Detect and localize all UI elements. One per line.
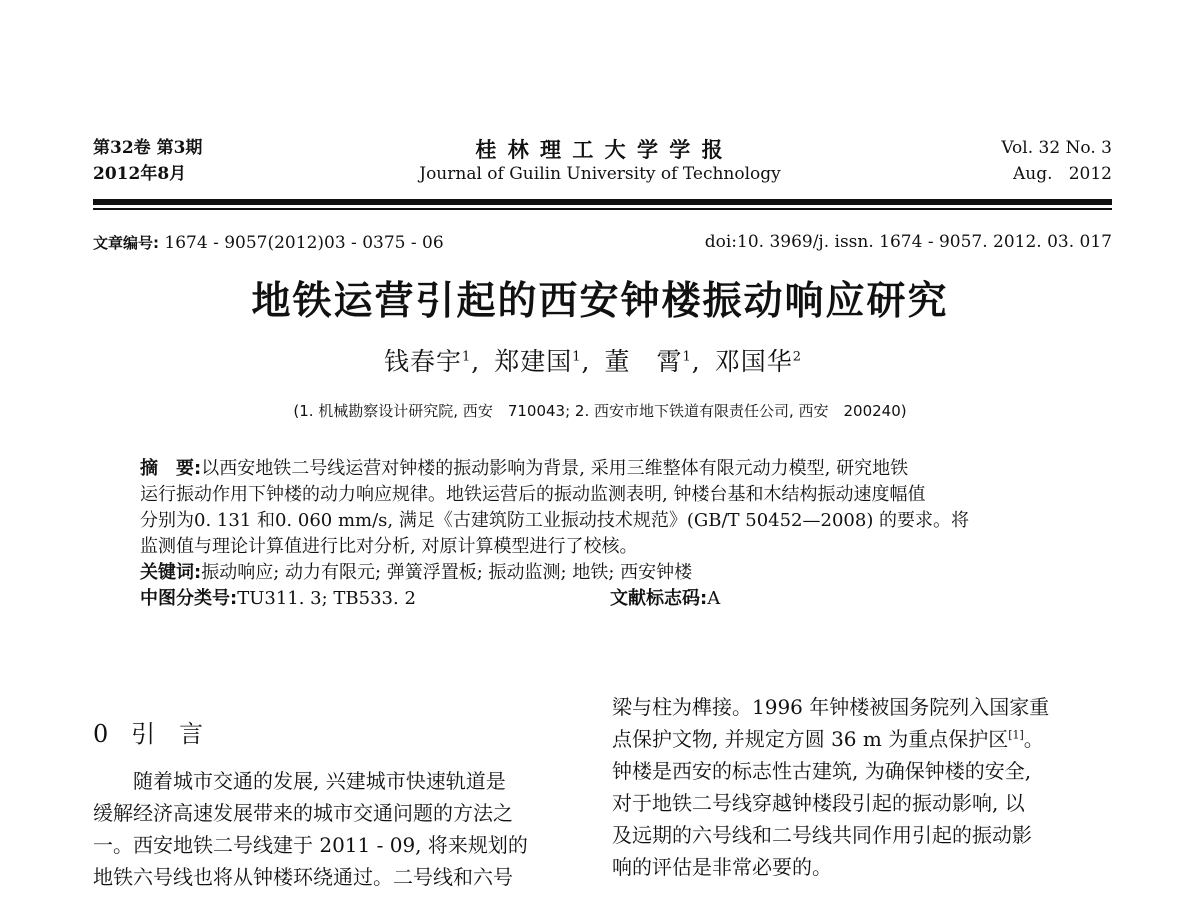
publication-date-en — [1013, 163, 1112, 185]
keywords-label: 关键词: — [140, 562, 202, 583]
author-separator: , — [581, 347, 591, 376]
keywords-value: 振动响应; 动力有限元; 弹簧浮置板; 振动监测; 地铁; 西安钟楼 — [201, 562, 693, 583]
author-affiliation-mark: 2 — [792, 349, 803, 365]
author-affiliation-mark: 1 — [461, 349, 472, 365]
right-line-3: 钟楼是西安的标志性古建筑, 为确保钟楼的安全, — [612, 759, 1032, 783]
section-heading — [93, 714, 203, 749]
author: 郑建国 — [494, 347, 573, 376]
doc-code-label: 文献标志码: — [610, 588, 708, 609]
right-line-2-text: 点保护文物, 并规定方圆 36 m 为重点保护区 — [612, 727, 1009, 751]
clc-label: 中图分类号: — [140, 588, 238, 609]
author: 邓国华 — [714, 347, 793, 376]
left-line-1: 随着城市交通的发展, 兴建城市快速轨道是 — [93, 769, 506, 793]
doc-code-value: A — [707, 588, 721, 609]
left-line-4: 地铁六号线也将从钟楼环绕通过。二号线和六号 — [93, 865, 513, 889]
header-rule-thick — [93, 199, 1112, 205]
article-id-value: 1674 - 9057(2012)03 - 0375 - 06 — [164, 233, 444, 253]
affiliations: (1. 机械勘察设计研究院, 西安 710043; 2. 西安市地下铁道有限责任公司, 西安 200240) — [293, 402, 907, 420]
right-column — [612, 692, 1049, 884]
right-line-2 — [612, 724, 1049, 756]
author-separator: , — [691, 347, 701, 376]
abstract-line-4: 监测值与理论计算值进行比对分析, 对原计算模型进行了校核。 — [140, 536, 638, 557]
keywords — [140, 560, 1070, 586]
left-line-3: 一。西安地铁二号线建于 2011 - 09, 将来规划的 — [93, 833, 528, 857]
abstract — [140, 456, 1070, 612]
date-en-month: Aug. — [1013, 164, 1053, 184]
journal-title-en: Journal of Guilin University of Technology — [419, 164, 781, 184]
author-affiliation-mark: 1 — [682, 349, 692, 365]
right-line-5: 及远期的六号线和二号线共同作用引起的振动影 — [612, 823, 1032, 847]
paper-title: 地铁运营引起的西安钟楼振动响应研究 — [251, 279, 949, 324]
author-list — [0, 342, 1200, 378]
author: 钱春宇 — [383, 347, 462, 376]
author-affiliation-mark: 1 — [572, 349, 582, 365]
journal-title-cn: 桂 林 理 工 大 学 学 报 — [475, 137, 725, 162]
left-line-2: 缓解经济高速发展带来的城市交通问题的方法之 — [93, 801, 513, 825]
doi: doi:10. 3969/j. issn. 1674 - 9057. 2012. 03. 017 — [704, 232, 1112, 252]
publication-date-cn: 2012年8月 — [93, 164, 187, 184]
clc-value: TU311. 3; TB533. 2 — [237, 588, 416, 609]
date-en-year: 2012 — [1068, 164, 1112, 184]
article-id-label: 文章编号: — [93, 234, 159, 252]
right-line-2-end: 。 — [1023, 727, 1044, 751]
abstract-line-2: 运行振动作用下钟楼的动力响应规律。地铁运营后的振动监测表明, 钟楼台基和木结构振动速度幅值 — [140, 484, 926, 505]
abstract-line-3: 分别为0. 131 和0. 060 mm/s, 满足《古建筑防工业振动技术规范》(GB/T 50452—2008) 的要求。将 — [140, 510, 970, 531]
abstract-label: 摘 要: — [140, 458, 202, 479]
classification — [140, 586, 1070, 612]
citation-ref[interactable]: [1] — [1008, 728, 1024, 742]
right-line-6: 响的评估是非常必要的。 — [612, 855, 832, 879]
author: 董 霄 — [604, 347, 683, 376]
volume-issue: 第32卷 第3期 — [93, 138, 203, 158]
left-column — [93, 766, 528, 894]
author-separator: , — [471, 347, 481, 376]
abstract-line-1 — [140, 456, 1070, 482]
volume-en: Vol. 32 No. 3 — [1001, 138, 1112, 158]
article-id — [93, 232, 444, 253]
right-line-1: 梁与柱为榫接。1996 年钟楼被国务院列入国家重 — [612, 695, 1050, 719]
header-rule-thin — [93, 208, 1112, 210]
section-number: 0 — [93, 720, 109, 748]
abstract-text: 以西安地铁二号线运营对钟楼的振动影响为背景, 采用三维整体有限元动力模型, 研究地铁 — [201, 458, 909, 479]
document-code — [610, 586, 720, 612]
section-title: 引 言 — [131, 720, 204, 748]
right-line-4: 对于地铁二号线穿越钟楼段引起的振动影响, 以 — [612, 791, 1025, 815]
